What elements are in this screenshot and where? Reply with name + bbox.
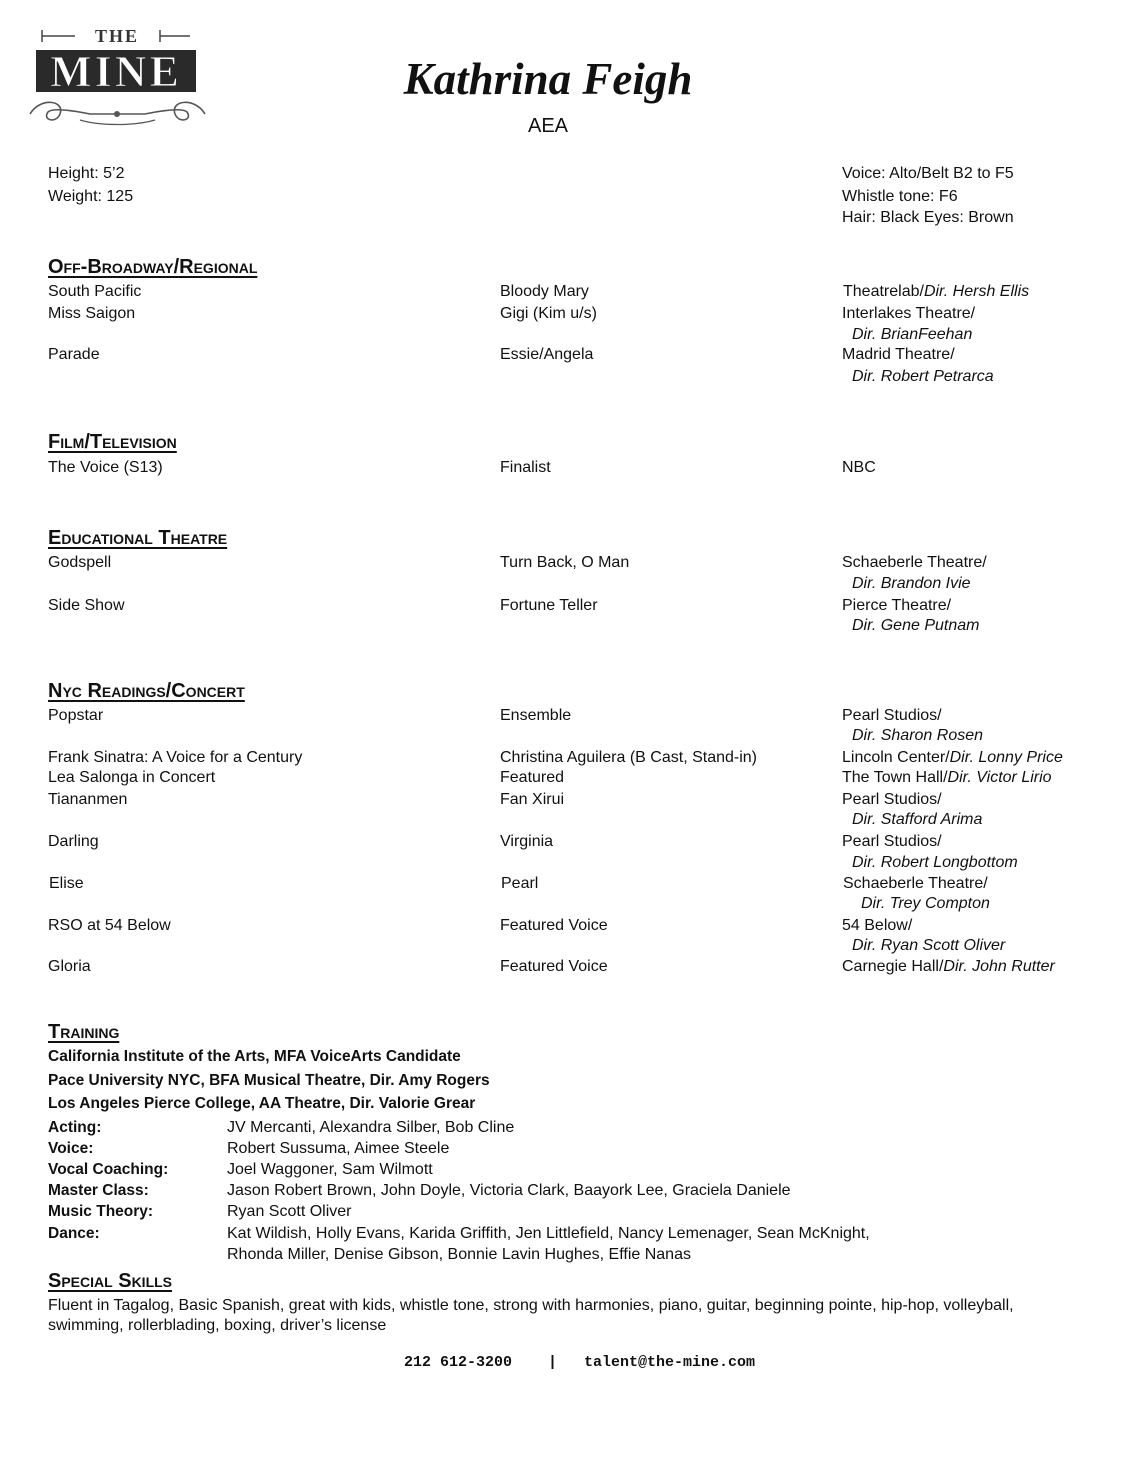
director-name: Dir. Ryan Scott Oliver: [852, 937, 1006, 954]
credit-role: Fan Xirui: [500, 791, 565, 808]
credit-venue: [842, 748, 1063, 768]
venue-name: Theatrelab/: [843, 283, 924, 300]
credit-show: The Voice (S13): [48, 459, 163, 476]
credit-show: Gloria: [48, 958, 91, 975]
section-heading-film: Film/Television: [48, 431, 177, 453]
venue-name: The Town Hall/: [842, 769, 948, 786]
training-value: Robert Sussuma, Aimee Steele: [227, 1140, 450, 1157]
director-name: Dir. Robert Longbottom: [852, 854, 1018, 871]
credit-show: Elise: [49, 875, 84, 892]
training-school: Los Angeles Pierce College, AA Theatre, Dir. Valorie Grear: [48, 1095, 476, 1112]
weight-stat: Weight: 125: [48, 188, 134, 205]
logo-top-text: THE: [94, 26, 140, 46]
training-label: Dance:: [48, 1225, 100, 1242]
section-heading-skills: Special Skills: [48, 1270, 173, 1292]
credit-role: Virginia: [500, 833, 554, 850]
director-name: Dir. Sharon Rosen: [852, 727, 984, 744]
section-heading-training: Training: [48, 1021, 120, 1043]
venue-name: Carnegie Hall/: [842, 958, 944, 975]
contact-footer: [0, 1354, 1139, 1371]
credit-show: Godspell: [48, 554, 112, 571]
training-label: Music Theory:: [48, 1203, 154, 1220]
training-label: Voice:: [48, 1140, 94, 1157]
credit-role: Turn Back, O Man: [500, 554, 630, 571]
whistle-stat: Whistle tone: F6: [842, 188, 958, 205]
credit-show: Miss Saigon: [48, 305, 136, 322]
credit-show: Darling: [48, 833, 99, 850]
training-value: JV Mercanti, Alexandra Silber, Bob Cline: [227, 1119, 515, 1136]
director-name: Dir. Hersh Ellis: [923, 283, 1030, 300]
skills-text-continued: swimming, rollerblading, boxing, driver’s license: [48, 1317, 387, 1334]
section-heading-educational: Educational Theatre: [48, 527, 228, 549]
credit-role: Gigi (Kim u/s): [500, 305, 597, 322]
venue-name: Madrid Theatre/: [842, 346, 955, 363]
credit-role: Featured: [500, 769, 565, 786]
venue-name: Pearl Studios/: [842, 707, 942, 724]
credit-show: Lea Salonga in Concert: [48, 769, 216, 786]
credit-show: South Pacific: [48, 283, 142, 300]
credit-role: Essie/Angela: [500, 346, 594, 363]
venue-name: Lincoln Center/: [842, 749, 950, 766]
training-value-continued: Rhonda Miller, Denise Gibson, Bonnie Lavin Hughes, Effie Nanas: [227, 1246, 691, 1263]
credit-show: Side Show: [48, 597, 125, 614]
credit-venue: [843, 282, 1029, 302]
venue-name: Pearl Studios/: [842, 791, 942, 808]
director-name: Dir. Lonny Price: [949, 749, 1063, 766]
credit-role: Featured Voice: [500, 917, 608, 934]
venue-name: Interlakes Theatre/: [842, 305, 976, 322]
union-affiliation: AEA: [527, 115, 569, 137]
height-stat: Height: 5’2: [48, 165, 125, 182]
credit-show: Popstar: [48, 707, 104, 724]
credit-show: Tiananmen: [48, 791, 128, 808]
credit-show: RSO at 54 Below: [48, 917, 171, 934]
director-name: Dir. Stafford Arima: [852, 811, 983, 828]
credit-show: Parade: [48, 346, 100, 363]
venue-name: NBC: [842, 459, 876, 476]
hair-eyes-stat: Hair: Black Eyes: Brown: [842, 209, 1014, 226]
venue-name: Schaeberle Theatre/: [842, 554, 987, 571]
training-value: Ryan Scott Oliver: [227, 1203, 352, 1220]
voice-stat: Voice: Alto/Belt B2 to F5: [842, 165, 1014, 182]
training-value: Kat Wildish, Holly Evans, Karida Griffith, Jen Littlefield, Nancy Lemenager, Sean McKnight,: [227, 1225, 870, 1242]
venue-name: 54 Below/: [842, 917, 913, 934]
training-school: California Institute of the Arts, MFA VoiceArts Candidate: [48, 1048, 461, 1065]
training-label: Master Class:: [48, 1182, 149, 1199]
credit-role: Featured Voice: [500, 958, 608, 975]
training-school: Pace University NYC, BFA Musical Theatre, Dir. Amy Rogers: [48, 1072, 490, 1089]
credit-venue: [842, 957, 1055, 977]
training-label: Acting:: [48, 1119, 102, 1136]
director-name: Dir. Brandon Ivie: [852, 575, 971, 592]
credit-role: Fortune Teller: [500, 597, 598, 614]
actor-name: Kathrina Feigh: [403, 54, 693, 104]
director-name: Dir. Robert Petrarca: [852, 368, 994, 385]
credit-role: Bloody Mary: [500, 283, 589, 300]
director-name: Dir. John Rutter: [943, 958, 1055, 975]
credit-role: Finalist: [500, 459, 551, 476]
logo-main-text: MINE: [50, 47, 182, 96]
skills-text: Fluent in Tagalog, Basic Spanish, great with kids, whistle tone, strong with harmonies, piano, guitar, beginning pointe, hip-hop, volleyball,: [48, 1297, 1014, 1314]
training-value: Joel Waggoner, Sam Wilmott: [227, 1161, 433, 1178]
footer-separator: |: [547, 1354, 557, 1371]
director-name: Dir. Gene Putnam: [852, 617, 980, 634]
training-value: Jason Robert Brown, John Doyle, Victoria Clark, Baayork Lee, Graciela Daniele: [227, 1182, 791, 1199]
credit-show: Frank Sinatra: A Voice for a Century: [48, 749, 303, 766]
credit-role: Pearl: [501, 875, 539, 892]
venue-name: Pearl Studios/: [842, 833, 942, 850]
venue-name: Pierce Theatre/: [842, 597, 952, 614]
email-address: talent@the-mine.com: [584, 1354, 756, 1371]
credit-role: Ensemble: [500, 707, 572, 724]
phone-number: 212 612-3200: [403, 1354, 512, 1371]
director-name: Dir. Victor Lirio: [947, 769, 1052, 786]
credit-role: Christina Aguilera (B Cast, Stand-in): [500, 749, 757, 766]
director-name: Dir. Trey Compton: [861, 895, 990, 912]
section-heading-regional: Off-Broadway/Regional: [48, 256, 258, 278]
section-heading-nyc: Nyc Readings/Concert: [48, 680, 245, 702]
venue-name: Schaeberle Theatre/: [843, 875, 988, 892]
training-label: Vocal Coaching:: [48, 1161, 169, 1178]
credit-venue: [842, 768, 1052, 788]
director-name: Dir. BrianFeehan: [852, 326, 973, 343]
